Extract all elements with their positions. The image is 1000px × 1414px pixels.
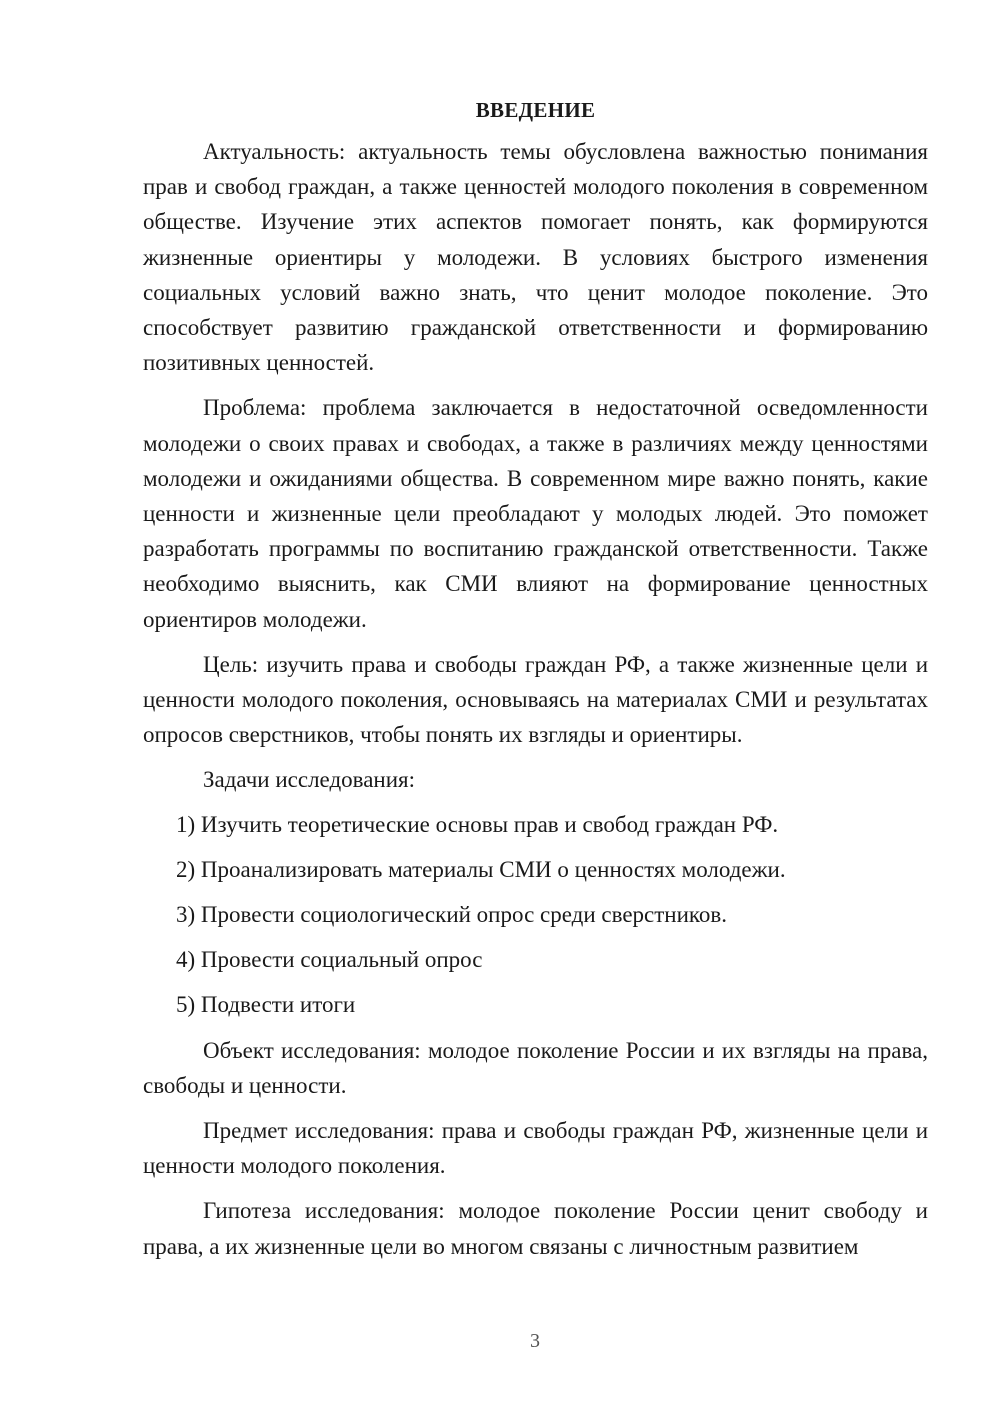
subject-paragraph: Предмет исследования: права и свободы граждан РФ, жизненные цели и ценности молодого поколения. xyxy=(143,1118,928,1179)
task-item: 1) Изучить теоретические основы прав и свобод граждан РФ. xyxy=(176,811,779,837)
section-heading: ВВЕДЕНИЕ xyxy=(475,98,596,122)
goal-paragraph: Цель: изучить права и свободы граждан РФ, а также жизненные цели и ценности молодого поколения, основываясь на материалах СМИ и результатах опросов сверстников, чтобы понять их взгляды и ориентиры. xyxy=(143,651,928,748)
hypothesis-paragraph: Гипотеза исследования: молодое поколение России ценит свободу и права, а их жизненные цели во многом связаны с личностным развитием xyxy=(143,1198,928,1259)
task-item: 5) Подвести итоги xyxy=(176,992,356,1018)
tasks-title: Задачи исследования: xyxy=(203,767,416,793)
page-number: 3 xyxy=(530,1330,540,1352)
relevance-paragraph: Актуальность: актуальность темы обусловлена важностью понимания прав и свобод граждан, а также ценностей молодого поколения в современном обществе. Изучение этих аспектов помогает понять, как формируются жизненные ориентиры у молодежи. В условиях быстрого изменения социальных условий важно знать, что ценит молодое поколение. Это способствует развитию гражданской ответственности и формированию позитивных ценностей. xyxy=(143,139,928,376)
object-paragraph: Объект исследования: молодое поколение России и их взгляды на права, свободы и ценности. xyxy=(143,1037,928,1098)
task-item: 4) Провести социальный опрос xyxy=(176,947,483,973)
task-item: 2) Проанализировать материалы СМИ о ценностях молодежи. xyxy=(176,856,786,882)
tasks-list xyxy=(143,807,928,1023)
problem-paragraph: Проблема: проблема заключается в недостаточной осведомленности молодежи о своих правах и свободах, а также в различиях между ценностями молодежи и ожиданиями общества. В современном мире важно понять, какие ценности и жизненные цели преобладают у молодых людей. Это поможет разработать программы по воспитанию гражданской ответственности. Также необходимо выяснить, как СМИ влияют на формирование ценностных ориентиров молодежи. xyxy=(143,395,928,632)
task-item: 3) Провести социологический опрос среди сверстников. xyxy=(176,902,728,928)
page-content xyxy=(143,96,928,1274)
